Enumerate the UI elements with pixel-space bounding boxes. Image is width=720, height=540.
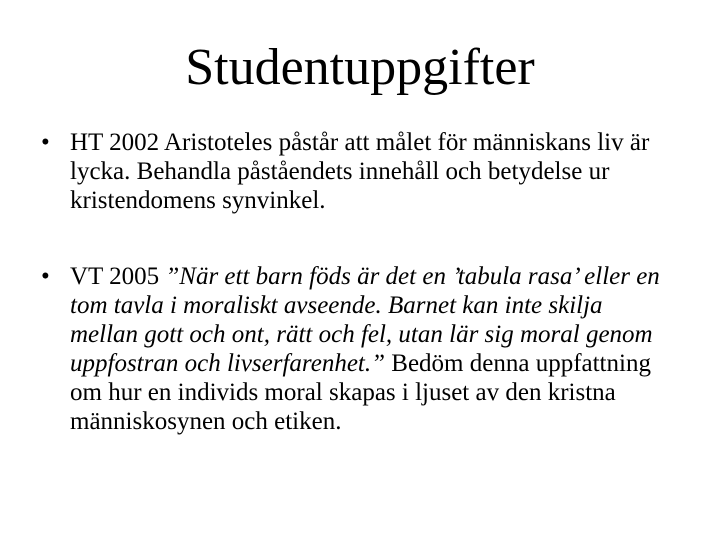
bullet-item-ht2002 xyxy=(32,128,672,215)
slide-title: Studentuppgifter xyxy=(185,39,535,96)
bullet-list xyxy=(32,128,672,436)
bullet-text: Aristoteles påstår att målet för människans liv är lycka. Behandla påståendets innehåll och betydelse ur kristendomens synvinkel. xyxy=(70,129,650,214)
bullet-lead: VT 2005 xyxy=(70,263,166,290)
bullet-quote: ”När ett barn föds är det en ’tabula rasa’ eller en tom tavla i moraliskt avseende. Barnet kan inte skilja mellan gott och ont, rätt och fel, utan lär sig moral genom uppfostran och livserfarenhet.” xyxy=(70,263,660,377)
bullet-text: Bedöm denna uppfattning om hur en individs moral skapas i ljuset av den kristna människosynen och etiken. xyxy=(70,350,651,435)
bullet-icon: • xyxy=(41,129,50,156)
bullet-item-vt2005 xyxy=(32,262,672,436)
bullet-icon: • xyxy=(41,263,50,290)
bullet-lead: HT 2002 xyxy=(70,129,164,156)
